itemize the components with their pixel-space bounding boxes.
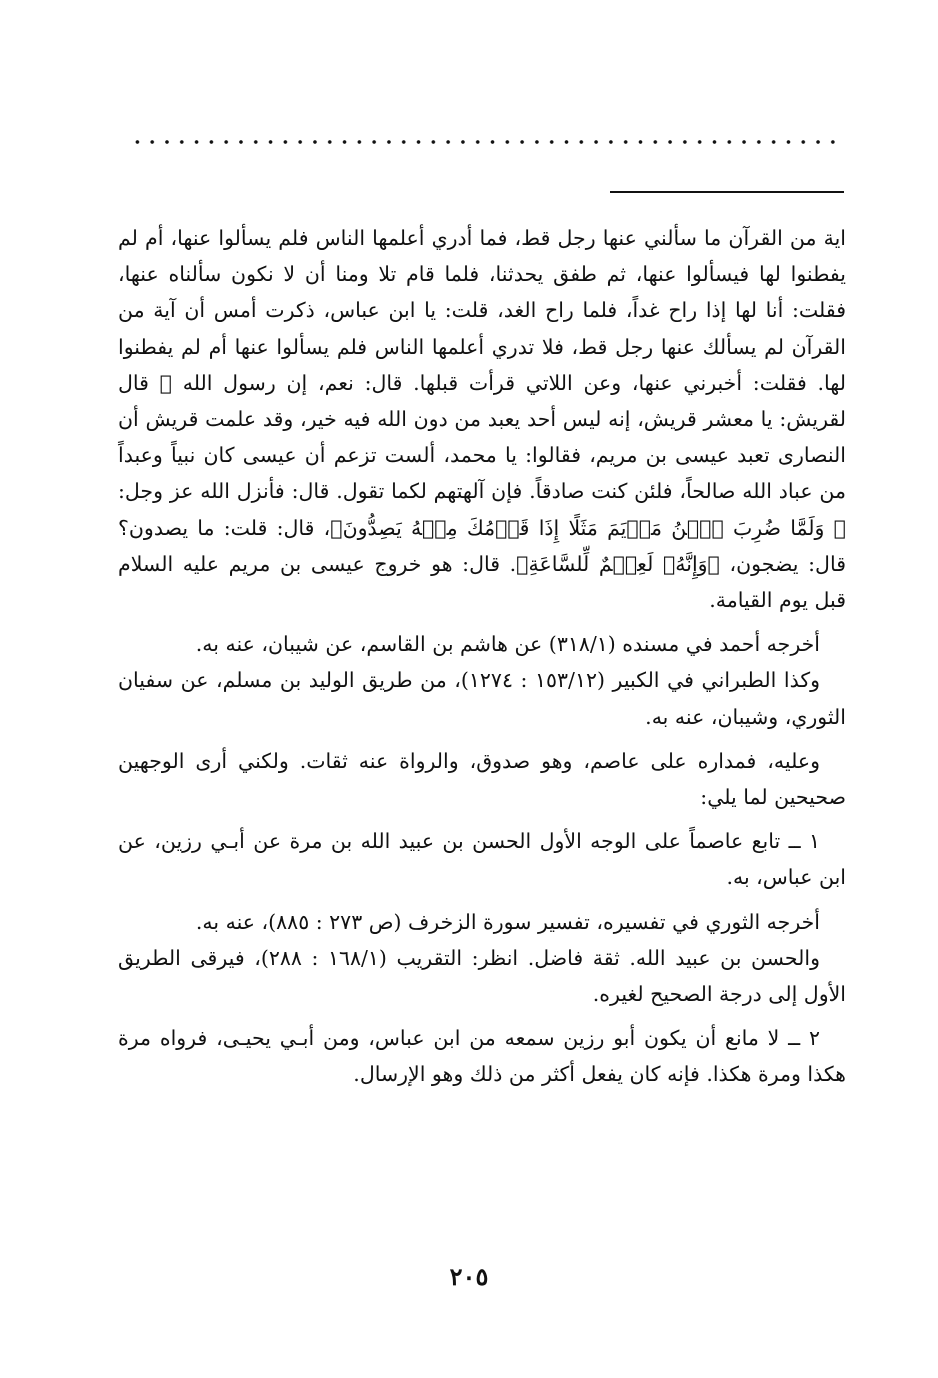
paragraph-hadith: اية من القرآن ما سألني عنها رجل قط، فما أدري أعلمها الناس فلم يسألوا عنها، أم لم يفطنوا لها فيسألوا عنها، ثم طفق يحدثنا، فلما قام تلا ومنا أن لا نكون سألناه عنها، فقلت: أنا لها إذا راح غداً، فلما راح الغد، قلت: يا ابن عباس، ذكرت أمس أن آية من القرآن لم يسألك عنها رجل قط، فلا تدري أعلمها الناس فلم يسألوا عنها أم لم يفطنوا لها. فقلت: أخبرني عنها، وعن اللاتي قرأت قبلها. قال: نعم، إن رسول الله ﷺ قال لقريش: يا معشر قريش، إنه ليس أحد يعبد من دون الله فيه خير، وقد علمت قريش أن النصارى تعبد عيسى بن مريم، فقالوا: يا محمد، ألست تزعم أن عيسى كان نبياً وعبداً من عباد الله صالحاً، فلئن كنت صادقاً. فإن آلهتهم لكما تقول. قال: فأنزل الله عز وجل: ﴿ وَلَمَّا ضُرِبَ ٱبۡنُ مَرۡيَمَ مَثَلًا إِذَا قَوۡمُكَ مِنۡهُ يَصِدُّونَ﴾، قال: قلت: ما يصدون؟ قال: يضجون، ﴿وَإِنَّهُۥ لَعِلۡمٌ لِّلسَّاعَةِ﴾. قال: هو خروج عيسى بن مريم عليه السلام قبل يوم القيامة. [118, 226, 846, 613]
paragraph-point-1: ١ ــ تابع عاصماً على الوجه الأول الحسن بن عبيد الله بن مرة عن أبـي رزين، عن ابن عباس، به. [118, 829, 846, 890]
footnote-body [118, 220, 846, 1093]
dotted-separator [130, 138, 842, 146]
paragraph-thawri: أخرجه الثوري في تفسيره، تفسير سورة الزخرف (ص ٢٧٣ : ٨٨٥)، عنه به. [195, 909, 820, 934]
paragraph-hasan: والحسن بن عبيد الله. ثقة فاضل. انظر: التقريب (١٦٨/١ : ٢٨٨)، فيرقى الطريق الأول إلى درجة الصحيح لغيره. [118, 945, 846, 1007]
paragraph-madar: وعليه، فمداره على عاصم، وهو صدوق، والرواة عنه ثقات. ولكني أرى الوجهين صحيحين لما يلي: [118, 748, 846, 810]
paragraph-tabarani: وكذا الطبراني في الكبير (١٥٣/١٢ : ١٢٧٤)، من طريق الوليد بن مسلم، عن سفيان الثوري، وشيبان، عنه به. [118, 668, 846, 729]
page-number: ٢٠٥ [449, 1262, 489, 1291]
paragraph-ahmad: أخرجه أحمد في مسنده (٣١٨/١) عن هاشم بن القاسم، عن شيبان، عنه به. [195, 632, 820, 657]
paragraph-point-2: ٢ ــ لا مانع أن يكون أبو رزين سمعه من ابن عباس، ومن أبـي يحيـى، فرواه مرة هكذا ومرة هكذا. فإنه كان يفعل أكثر من ذلك وهو الإرسال. [118, 1026, 846, 1087]
footnote-rule [610, 191, 844, 193]
